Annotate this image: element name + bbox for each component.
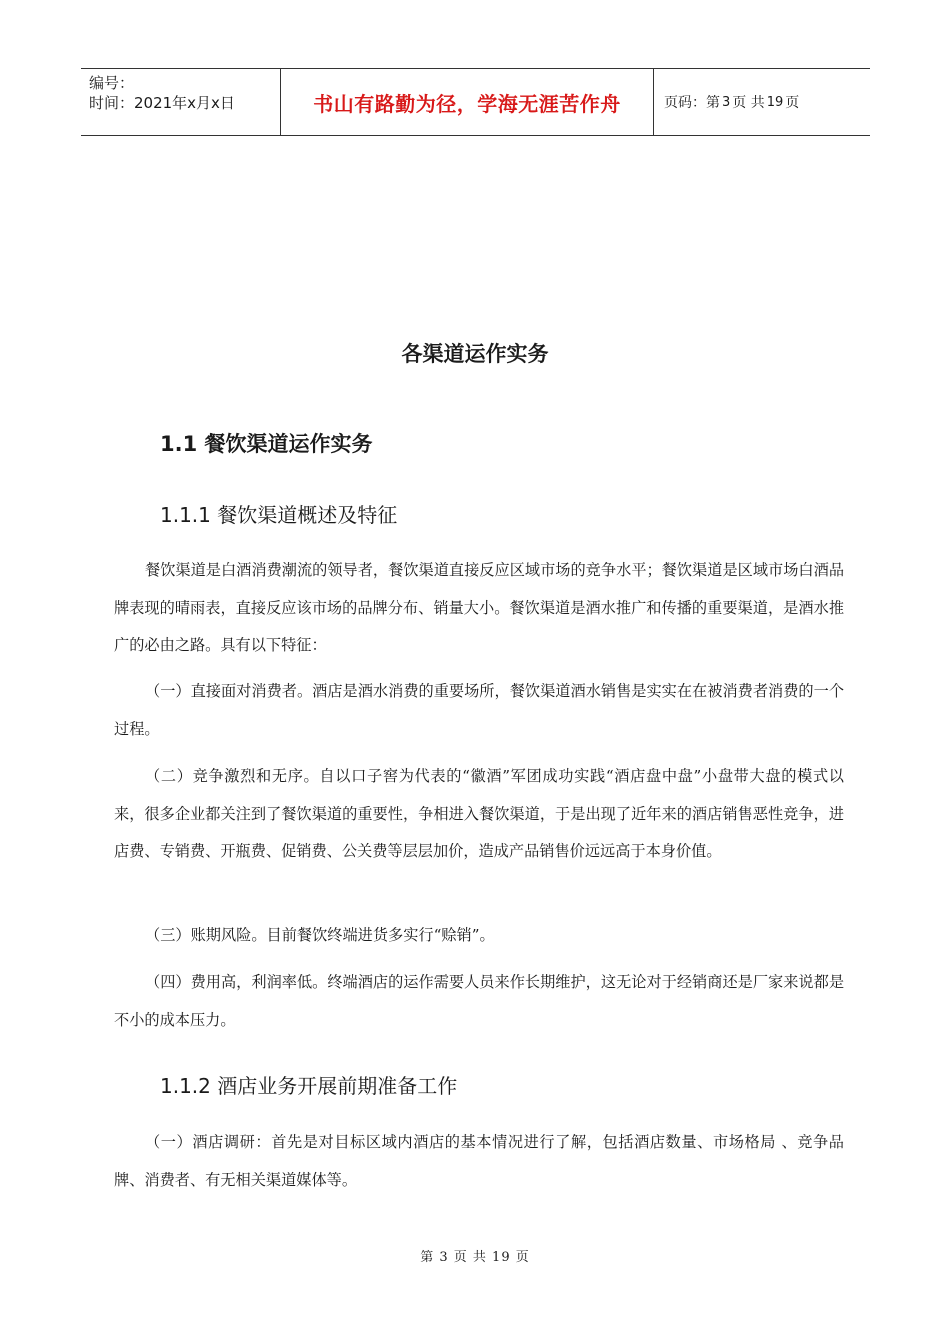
page-suffix: 页: [785, 95, 800, 111]
paragraph: （一）酒店调研：首先是对目标区域内酒店的基本情况进行了解，包括酒店数量、市场格局 、竞争品牌、消费者、有无相关渠道媒体等。: [114, 1133, 844, 1189]
page-total: 19: [766, 94, 784, 110]
paragraph: 餐饮渠道是白酒消费潮流的领导者，餐饮渠道直接反应区域市场的竞争水平；餐饮渠道是区域市场白酒品牌表现的晴雨表，直接反应该市场的品牌分布、销量大小。餐饮渠道是酒水推广和传播的重要渠道，是酒水推广的必由之路。具有以下特征：: [114, 561, 844, 654]
page-number: 3: [722, 94, 731, 110]
page-footer: 第 3 页 共 19 页: [420, 1250, 530, 1265]
page-header: [81, 68, 870, 136]
subsection-heading-2: 1.1.2 酒店业务开展前期准备工作: [160, 1074, 458, 1098]
header-meta-cell: [81, 69, 281, 135]
paragraph: （二）竞争激烈和无序。自以口子窖为代表的“徽酒”军团成功实践“酒店盘中盘”小盘带大盘的模式以来，很多企业都关注到了餐饮渠道的重要性，争相进入餐饮渠道，于是出现了近年来的酒店销售恶性竞争，进店费、专销费、开瓶费、促销费、公关费等层层加价，造成产品销售价远远高于本身价值。: [114, 767, 844, 860]
subsection-heading-1: 1.1.1 餐饮渠道概述及特征: [160, 503, 398, 527]
paragraph: （三）账期风险。目前餐饮终端进货多实行“赊销”。: [145, 926, 495, 944]
date-label: 时间：2021年x月x日: [89, 94, 235, 112]
code-label: 编号：: [89, 74, 135, 92]
paragraph: （一）直接面对消费者。酒店是酒水消费的重要场所，餐饮渠道酒水销售是实实在在被消费者消费的一个过程。: [114, 682, 844, 738]
page-mid: 页 共: [732, 95, 765, 111]
page-prefix: 页码：第: [664, 95, 720, 111]
section-heading: 1.1 餐饮渠道运作实务: [160, 432, 373, 456]
header-page-info: [654, 69, 870, 135]
paragraph: （四）费用高，利润率低。终端酒店的运作需要人员来作长期维护，这无论对于经销商还是厂家来说都是不小的成本压力。: [114, 973, 844, 1029]
document-title: 各渠道运作实务: [401, 342, 549, 366]
header-motto: 书山有路勤为径，学海无涯苦作舟: [281, 69, 654, 135]
